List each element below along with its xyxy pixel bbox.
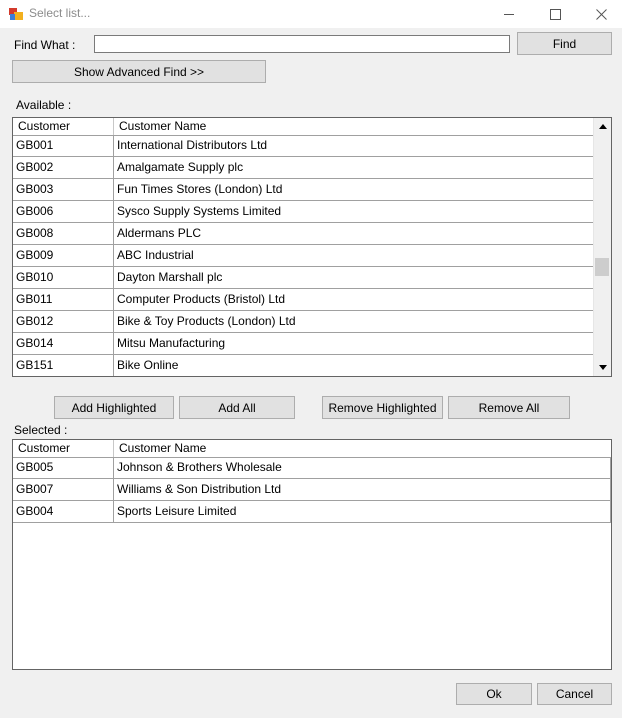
minimize-icon	[504, 14, 514, 15]
minimize-button[interactable]	[486, 0, 532, 28]
table-row[interactable]	[13, 501, 611, 523]
show-advanced-find-button[interactable]: Show Advanced Find >>	[12, 60, 266, 83]
remove-all-button[interactable]: Remove All	[448, 396, 570, 419]
customer-name-cell: Bike & Toy Products (London) Ltd	[114, 311, 594, 332]
window-title: Select list...	[29, 6, 91, 20]
table-row[interactable]	[13, 479, 611, 501]
ok-button[interactable]: Ok	[456, 683, 532, 705]
customer-name-cell: Fun Times Stores (London) Ltd	[114, 179, 594, 200]
column-header-customer[interactable]: Customer	[13, 440, 114, 457]
customer-name-cell: Computer Products (Bristol) Ltd	[114, 289, 594, 310]
title-bar	[0, 0, 622, 28]
customer-name-cell: ABC Industrial	[114, 245, 594, 266]
remove-highlighted-button[interactable]: Remove Highlighted	[322, 396, 443, 419]
available-rows	[13, 135, 594, 377]
customer-name-cell: International Distributors Ltd	[114, 135, 594, 156]
table-row[interactable]	[13, 201, 594, 223]
find-what-label: Find What :	[14, 38, 76, 52]
maximize-button[interactable]	[532, 0, 578, 28]
customer-code-cell: GB005	[13, 457, 114, 478]
customer-code-cell: GB012	[13, 311, 114, 332]
selected-label: Selected :	[14, 423, 68, 437]
table-row[interactable]	[13, 223, 594, 245]
available-scrollbar[interactable]	[593, 118, 611, 376]
table-row[interactable]	[13, 179, 594, 201]
selected-grid[interactable]	[12, 439, 612, 670]
customer-name-cell: Amalgamate Supply plc	[114, 157, 594, 178]
table-row[interactable]	[13, 457, 611, 479]
column-header-customer-name[interactable]: Customer Name	[119, 441, 207, 455]
close-button[interactable]	[578, 0, 622, 28]
table-row[interactable]	[13, 355, 594, 377]
column-header-customer[interactable]: Customer	[13, 118, 114, 135]
table-row[interactable]	[13, 157, 594, 179]
customer-code-cell: GB009	[13, 245, 114, 266]
close-icon	[596, 9, 607, 20]
customer-name-cell: Bike Online	[114, 355, 594, 376]
customer-code-cell: GB006	[13, 201, 114, 222]
customer-code-cell: GB011	[13, 289, 114, 310]
customer-code-cell: GB014	[13, 333, 114, 354]
customer-name-cell: Mitsu Manufacturing	[114, 333, 594, 354]
customer-code-cell: GB151	[13, 355, 114, 376]
customer-code-cell: GB004	[13, 501, 114, 522]
scroll-up-arrow-icon	[599, 124, 607, 129]
customer-code-cell: GB007	[13, 479, 114, 500]
table-row[interactable]	[13, 311, 594, 333]
customer-code-cell: GB002	[13, 157, 114, 178]
table-row[interactable]	[13, 135, 594, 157]
available-label: Available :	[16, 98, 72, 112]
scroll-thumb[interactable]	[595, 258, 609, 276]
app-window-icon	[9, 7, 23, 21]
find-button[interactable]: Find	[517, 32, 612, 55]
customer-name-cell: Williams & Son Distribution Ltd	[114, 479, 611, 500]
customer-name-cell: Aldermans PLC	[114, 223, 594, 244]
customer-code-cell: GB010	[13, 267, 114, 288]
customer-name-cell: Johnson & Brothers Wholesale	[114, 457, 611, 478]
cancel-button[interactable]: Cancel	[537, 683, 612, 705]
customer-name-cell: Sports Leisure Limited	[114, 501, 611, 522]
scroll-down-arrow-icon	[599, 365, 607, 370]
selected-grid-header	[13, 440, 611, 458]
column-header-customer-name[interactable]: Customer Name	[114, 118, 594, 135]
find-what-input[interactable]	[94, 35, 510, 53]
scroll-up-button[interactable]	[594, 118, 611, 135]
add-highlighted-button[interactable]: Add Highlighted	[54, 396, 174, 419]
scroll-down-button[interactable]	[594, 359, 611, 376]
table-row[interactable]	[13, 333, 594, 355]
customer-name-cell: Dayton Marshall plc	[114, 267, 594, 288]
customer-code-cell: GB008	[13, 223, 114, 244]
table-row[interactable]	[13, 267, 594, 289]
available-grid[interactable]	[12, 117, 612, 377]
add-all-button[interactable]: Add All	[179, 396, 295, 419]
maximize-icon	[550, 9, 561, 20]
available-grid-header	[13, 118, 611, 136]
table-row[interactable]	[13, 245, 594, 267]
customer-code-cell: GB001	[13, 135, 114, 156]
table-row[interactable]	[13, 289, 594, 311]
selected-rows	[13, 457, 611, 523]
customer-code-cell: GB003	[13, 179, 114, 200]
customer-name-cell: Sysco Supply Systems Limited	[114, 201, 594, 222]
